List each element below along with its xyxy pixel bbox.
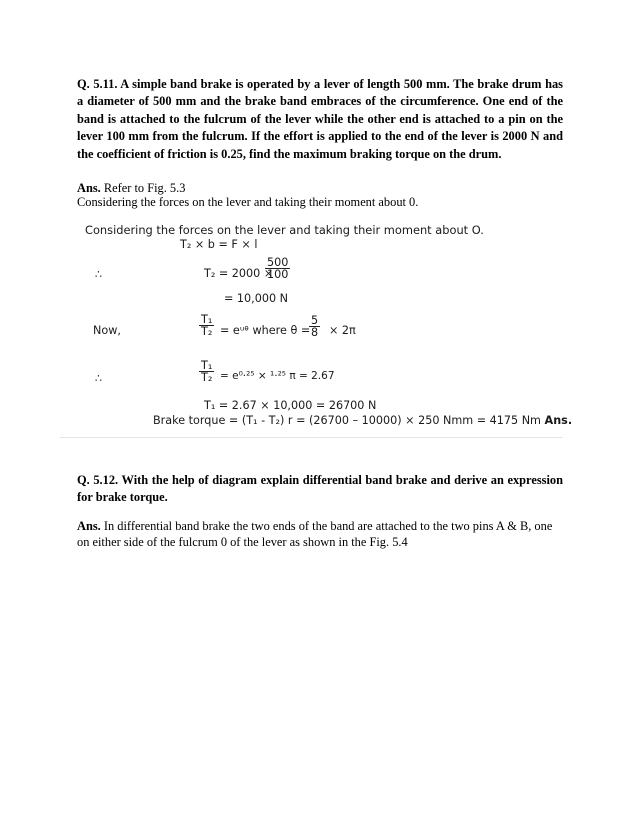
ratio-t1-t2 [199,314,214,337]
answer-reference-text: Refer to Fig. 5.3 [100,181,186,195]
brake-torque-text: Brake torque = (T₁ - T₂) r = (26700 – 10000) × 250 Nmm = 4175 Nm [153,414,541,427]
question-5-11: Q. 5.11. A simple band brake is operated by a lever of length 500 mm. The brake drum has a diameter of 500 mm and the brake band embraces of the circumference. One end of the band is attached to the fulcrum of the lever while the other end is attached to a pin on the lever 100 mm from the fulcrum. If the effort is applied to the end of the lever is 2000 N and the coefficient of friction is 0.25, find the maximum braking torque on the drum. [77,77,563,161]
fraction-denominator: 100 [267,268,289,281]
now-label: Now, [93,324,121,337]
answer-5-12-text: In differential band brake the two ends of the band are attached to the two pins A & B, one on either side of the fulcrum 0 of the lever as shown in the Fig. 5.4 [77,519,553,549]
therefore-symbol: ∴ [95,268,103,281]
equation-moment: T₂ × b = F × l [180,238,258,251]
fraction-5-8 [309,315,320,338]
scanned-solution-excerpt [77,214,573,440]
equation-two-pi: × 2π [329,324,356,337]
question-5-12: Q. 5.12. With the help of diagram explain differential band brake and derive an expression for brake torque. [77,473,563,505]
answer-label: Ans. [77,519,101,533]
equation-ratio-value: = e⁰·²⁵ × ¹·²⁵ π = 2.67 [220,370,335,382]
ratio-numerator: T₁ [201,359,213,372]
brake-torque-answer: Ans. [544,414,573,427]
theta-denominator: 8 [311,326,319,339]
answer-5-12 [77,518,563,550]
equation-t2-lhs: T₂ = 2000 × [204,267,274,280]
therefore-symbol-2: ∴ [95,372,103,385]
section-divider [60,437,563,438]
equation-brake-torque [153,414,572,427]
scan-heading: Considering the forces on the lever and taking their moment about O. [85,223,484,237]
ratio-numerator: T₁ [201,313,213,326]
answer-label: Ans. [77,181,101,195]
answer-5-11-reference [77,181,185,196]
equation-t1: T₁ = 2.67 × 10,000 = 26700 N [204,399,377,412]
theta-numerator: 5 [311,314,319,327]
ratio-denominator: T₂ [201,325,213,338]
ratio-t1-t2-second [199,360,214,383]
equation-exponential: = eᵘᶿ where θ = [220,324,311,337]
equation-t2-result: = 10,000 N [224,292,289,305]
ratio-denominator: T₂ [201,371,213,384]
fraction-500-100 [265,257,290,280]
fraction-numerator: 500 [267,256,289,269]
answer-5-11-line: Considering the forces on the lever and taking their moment about 0. [77,195,419,209]
